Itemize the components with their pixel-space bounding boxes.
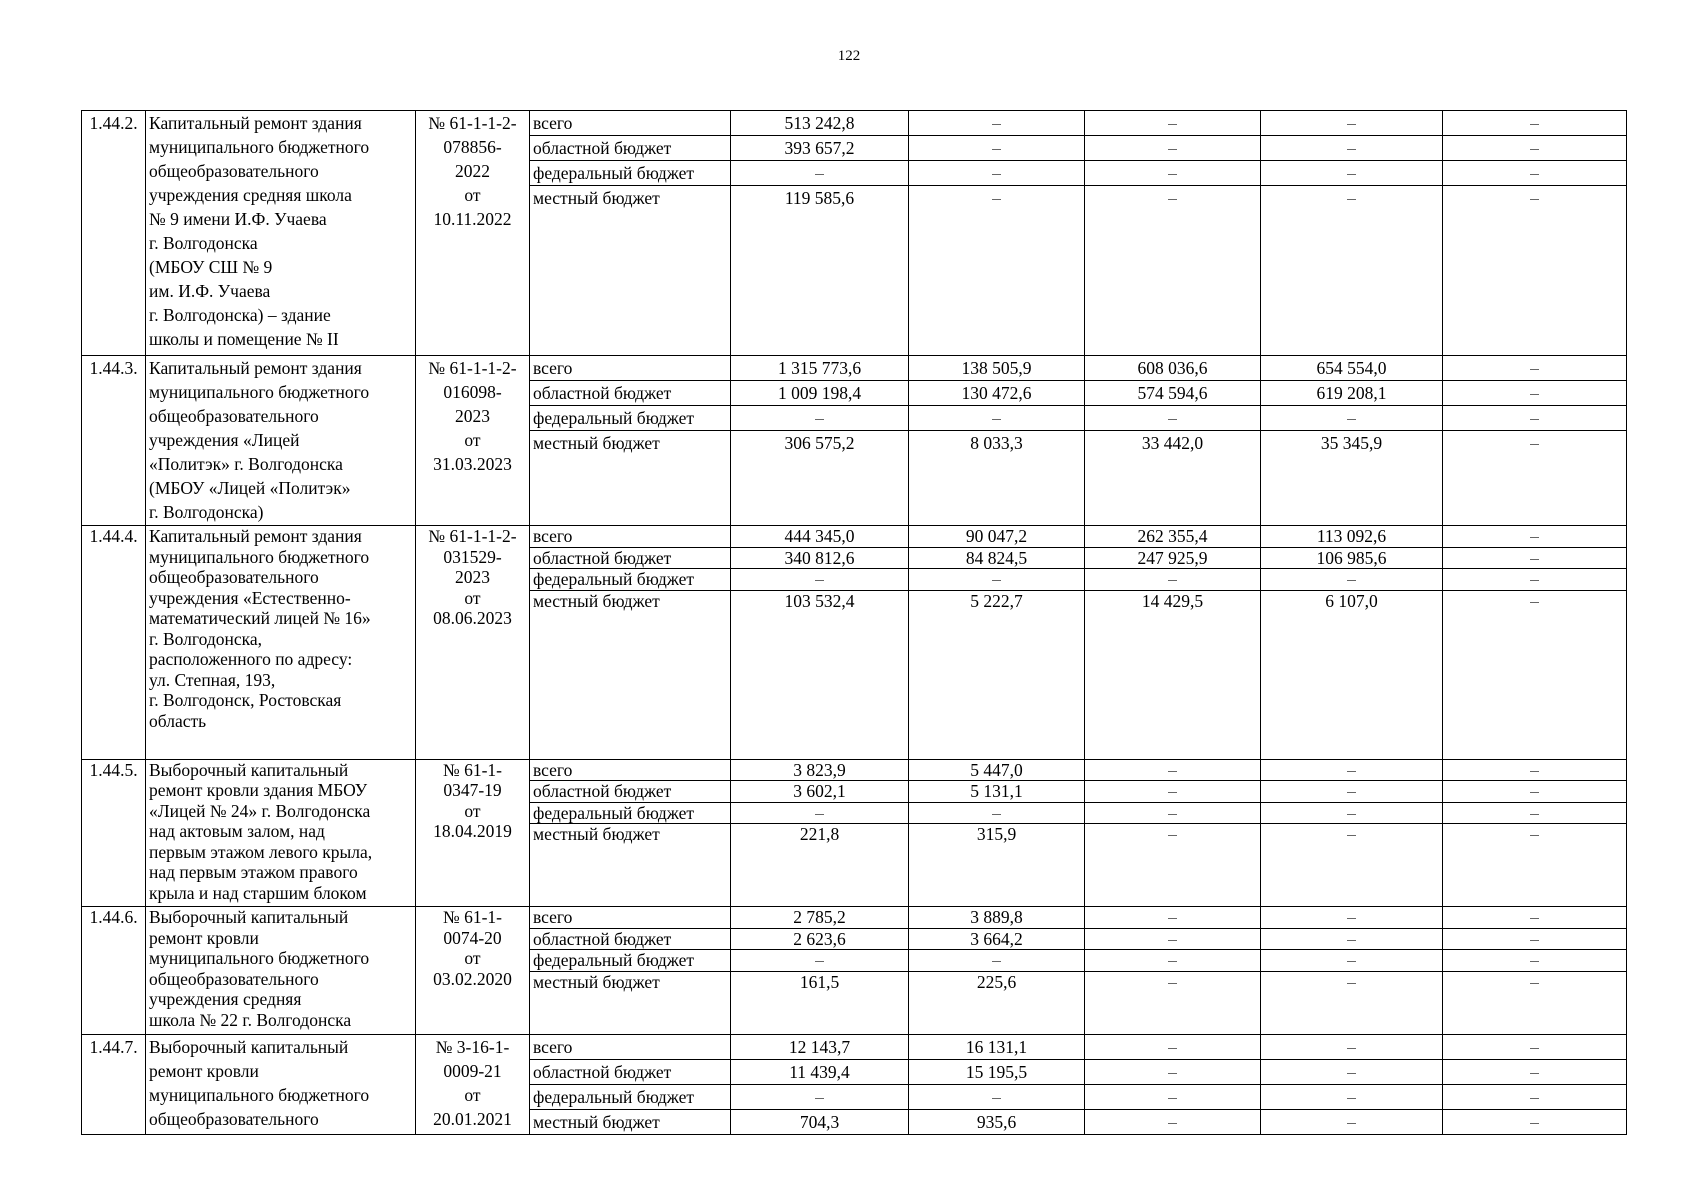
funding-value-5: – [1443, 111, 1627, 136]
funding-value-4: – [1261, 971, 1443, 1034]
description-line: школа № 22 г. Волгодонска [149, 1009, 352, 1030]
funding-value-5: – [1443, 406, 1627, 431]
funding-value-1: – [731, 950, 909, 972]
document-line: 2023 [455, 567, 490, 587]
funding-value-2: – [909, 950, 1085, 972]
funding-value-1: 1 009 198,4 [731, 381, 909, 406]
description-line: общеобразовательного [149, 1108, 319, 1129]
funding-value-5: – [1443, 547, 1627, 569]
funding-value-1: 3 823,9 [731, 759, 909, 781]
document-line: 03.02.2020 [433, 968, 512, 989]
funding-value-3: – [1085, 1109, 1261, 1134]
funding-value-5: – [1443, 781, 1627, 803]
funding-value-5: – [1443, 1059, 1627, 1084]
funding-value-1: 11 439,4 [731, 1059, 909, 1084]
funding-value-4: – [1261, 907, 1443, 929]
funding-value-5: – [1443, 526, 1627, 548]
page-number: 122 [837, 48, 861, 64]
description-line: над актовым залом, над [149, 821, 325, 841]
funding-value-1: 306 575,2 [731, 431, 909, 526]
document-line: от [464, 800, 481, 821]
description-line: Выборочный капитальный [149, 759, 349, 780]
funding-value-4: 619 208,1 [1261, 381, 1443, 406]
funding-value-4: – [1261, 802, 1443, 824]
document-line: от [464, 948, 481, 968]
funding-value-4: – [1261, 950, 1443, 972]
funding-value-2: – [909, 111, 1085, 136]
table-row [82, 526, 1627, 548]
funding-value-1: 12 143,7 [731, 1034, 909, 1059]
funding-source: областной бюджет [530, 1059, 731, 1084]
funding-value-5: – [1443, 186, 1627, 356]
funding-source: областной бюджет [530, 781, 731, 803]
description-line: им. И.Ф. Учаева [149, 281, 271, 301]
description-line: г. Волгодонска [149, 233, 258, 253]
funding-value-1: 513 242,8 [731, 111, 909, 136]
item-number: 1.44.6. [82, 907, 146, 1035]
description-line: муниципального бюджетного [149, 1084, 370, 1105]
funding-value-2: – [909, 161, 1085, 186]
funding-value-4: – [1261, 759, 1443, 781]
funding-value-3: 574 594,6 [1085, 381, 1261, 406]
funding-value-2: 935,6 [909, 1109, 1085, 1134]
funding-value-2: 225,6 [909, 971, 1085, 1034]
funding-value-4: – [1261, 1109, 1443, 1134]
funding-value-3: 608 036,6 [1085, 356, 1261, 381]
document-line: 2022 [455, 161, 490, 181]
table-row [82, 111, 1627, 136]
document-line: 20.01.2021 [433, 1108, 512, 1129]
document-line: 2023 [455, 406, 490, 426]
funding-value-2: 8 033,3 [909, 431, 1085, 526]
expertise-document [416, 1034, 530, 1134]
document-line: № 3-16-1- [435, 1036, 510, 1057]
description-line: область [149, 710, 207, 731]
funding-value-4: – [1261, 781, 1443, 803]
expertise-document [416, 526, 530, 760]
funding-value-3: – [1085, 1059, 1261, 1084]
document-line: 0347-19 [443, 780, 502, 800]
funding-value-5: – [1443, 590, 1627, 759]
expertise-document [416, 356, 530, 526]
document-line: 0074-20 [443, 927, 502, 948]
funding-value-4: – [1261, 928, 1443, 950]
description-line: Капитальный ремонт здания [149, 113, 362, 133]
document-line: 078856- [443, 137, 502, 157]
funding-value-3: – [1085, 569, 1261, 591]
description-line: общеобразовательного [149, 567, 319, 587]
description-line: (МБОУ «Лицей «Политэк» [149, 478, 351, 498]
document-line: 0009-21 [443, 1060, 502, 1081]
funding-value-4: 106 985,6 [1261, 547, 1443, 569]
funding-source: всего [530, 1034, 731, 1059]
funding-value-5: – [1443, 381, 1627, 406]
item-number: 1.44.2. [82, 111, 146, 356]
table-row [82, 907, 1627, 929]
funding-value-5: – [1443, 1034, 1627, 1059]
description-line: муниципального бюджетного [149, 546, 370, 567]
funding-source: местный бюджет [530, 824, 731, 907]
document-line: 08.06.2023 [433, 608, 512, 628]
funding-value-3: – [1085, 1084, 1261, 1109]
funding-value-2: 138 505,9 [909, 356, 1085, 381]
funding-value-4: – [1261, 1084, 1443, 1109]
description-line: Выборочный капитальный [149, 1036, 349, 1057]
funding-value-5: – [1443, 1109, 1627, 1134]
funding-value-1: – [731, 569, 909, 591]
description-line: ремонт кровли [149, 1060, 259, 1081]
description-line: г. Волгодонска) – здание [149, 305, 331, 325]
description-line: общеобразовательного [149, 161, 319, 181]
funding-value-3: – [1085, 136, 1261, 161]
funding-source: федеральный бюджет [530, 1084, 731, 1109]
description-line: первым этажом левого крыла, [149, 841, 373, 862]
description-line: над первым этажом правого [149, 862, 358, 882]
funding-source: областной бюджет [530, 136, 731, 161]
funding-value-5: – [1443, 802, 1627, 824]
funding-value-2: – [909, 406, 1085, 431]
description-line: Капитальный ремонт здания [149, 358, 362, 378]
funding-source: всего [530, 526, 731, 548]
description-line: «Политэк» г. Волгодонска [149, 454, 343, 474]
funding-value-1: 103 532,4 [731, 590, 909, 759]
funding-value-3: – [1085, 759, 1261, 781]
funding-source: областной бюджет [530, 381, 731, 406]
description-line: ремонт кровли [149, 927, 259, 948]
funding-value-5: – [1443, 950, 1627, 972]
funding-source: всего [530, 907, 731, 929]
document-line: от [464, 430, 481, 450]
table-row [82, 759, 1627, 781]
description-line: г. Волгодонск, Ростовская [149, 690, 342, 710]
funding-value-3: – [1085, 406, 1261, 431]
funding-source: областной бюджет [530, 547, 731, 569]
funding-value-1: 1 315 773,6 [731, 356, 909, 381]
table-row [82, 356, 1627, 381]
funding-value-3: – [1085, 111, 1261, 136]
description-line: учреждения средняя [149, 989, 302, 1009]
funding-value-2: – [909, 569, 1085, 591]
funding-value-5: – [1443, 824, 1627, 907]
funding-source: местный бюджет [530, 1109, 731, 1134]
funding-source: федеральный бюджет [530, 802, 731, 824]
funding-value-5: – [1443, 907, 1627, 929]
description-line: Выборочный капитальный [149, 907, 349, 927]
funding-value-3: 247 925,9 [1085, 547, 1261, 569]
funding-value-5: – [1443, 431, 1627, 526]
funding-value-1: 704,3 [731, 1109, 909, 1134]
funding-value-2: 5 131,1 [909, 781, 1085, 803]
item-number: 1.44.3. [82, 356, 146, 526]
funding-value-3: – [1085, 1034, 1261, 1059]
funding-value-5: – [1443, 971, 1627, 1034]
document-line: № 61-1-1-2- [428, 113, 517, 133]
funding-value-5: – [1443, 161, 1627, 186]
description-line: общеобразовательного [149, 406, 319, 426]
funding-value-4: – [1261, 136, 1443, 161]
document-line: 31.03.2023 [433, 454, 512, 474]
document-line: № 61-1-1-2- [428, 358, 517, 378]
funding-value-4: – [1261, 824, 1443, 907]
funding-value-2: 5 222,7 [909, 590, 1085, 759]
funding-source: федеральный бюджет [530, 569, 731, 591]
table-body [82, 111, 1627, 1135]
description-line: ремонт кровли здания МБОУ [149, 780, 368, 800]
funding-value-1: 444 345,0 [731, 526, 909, 548]
description-line: общеобразовательного [149, 968, 319, 989]
description-line: математический лицей № 16» [149, 608, 371, 628]
item-number: 1.44.5. [82, 759, 146, 907]
item-description [146, 356, 416, 526]
funding-value-5: – [1443, 569, 1627, 591]
funding-value-5: – [1443, 759, 1627, 781]
funding-value-2: 3 664,2 [909, 928, 1085, 950]
document-line: 18.04.2019 [433, 821, 512, 841]
description-line: расположенного по адресу: [149, 649, 353, 669]
description-line: «Лицей № 24» г. Волгодонска [149, 800, 371, 821]
funding-value-5: – [1443, 136, 1627, 161]
funding-value-1: 221,8 [731, 824, 909, 907]
funding-source: федеральный бюджет [530, 161, 731, 186]
document-line: № 61-1- [443, 759, 502, 780]
document-line: № 61-1-1-2- [428, 526, 517, 546]
funding-value-4: – [1261, 111, 1443, 136]
description-line: учреждения «Естественно- [149, 587, 351, 608]
description-line: Капитальный ремонт здания [149, 526, 362, 546]
funding-source: федеральный бюджет [530, 406, 731, 431]
expertise-document [416, 759, 530, 907]
funding-value-1: 393 657,2 [731, 136, 909, 161]
funding-value-3: – [1085, 907, 1261, 929]
funding-source: местный бюджет [530, 431, 731, 526]
expertise-document [416, 907, 530, 1035]
description-line: г. Волгодонска, [149, 628, 263, 649]
funding-value-2: 3 889,8 [909, 907, 1085, 929]
funding-value-2: 315,9 [909, 824, 1085, 907]
item-description [146, 907, 416, 1035]
funding-value-4: – [1261, 406, 1443, 431]
funding-value-3: – [1085, 802, 1261, 824]
funding-value-5: – [1443, 356, 1627, 381]
funding-source: всего [530, 759, 731, 781]
description-line: муниципального бюджетного [149, 948, 370, 968]
funding-value-3: – [1085, 781, 1261, 803]
funding-value-3: – [1085, 971, 1261, 1034]
document-line: от [464, 185, 481, 205]
funding-value-2: 16 131,1 [909, 1034, 1085, 1059]
item-description [146, 526, 416, 760]
funding-value-1: 119 585,6 [731, 186, 909, 356]
funding-value-4: – [1261, 1034, 1443, 1059]
document-line: от [464, 1084, 481, 1105]
description-line: муниципального бюджетного [149, 137, 370, 157]
description-line: г. Волгодонска) [149, 502, 264, 522]
funding-value-1: – [731, 161, 909, 186]
funding-value-3: – [1085, 186, 1261, 356]
description-line: учреждения «Лицей [149, 430, 300, 450]
funding-value-3: – [1085, 824, 1261, 907]
funding-value-2: 84 824,5 [909, 547, 1085, 569]
funding-source: местный бюджет [530, 590, 731, 759]
funding-value-3: – [1085, 950, 1261, 972]
description-line: (МБОУ СШ № 9 [149, 257, 273, 277]
funding-value-1: – [731, 406, 909, 431]
document-line: № 61-1- [443, 907, 502, 927]
document-line: от [464, 587, 481, 608]
expertise-document [416, 111, 530, 356]
item-number: 1.44.4. [82, 526, 146, 760]
funding-value-1: – [731, 802, 909, 824]
funding-value-3: – [1085, 161, 1261, 186]
funding-source: местный бюджет [530, 186, 731, 356]
funding-value-5: – [1443, 928, 1627, 950]
table-row [82, 1034, 1627, 1059]
funding-value-2: 15 195,5 [909, 1059, 1085, 1084]
item-description [146, 759, 416, 907]
funding-source: всего [530, 111, 731, 136]
funding-source: всего [530, 356, 731, 381]
document-line: 016098- [443, 382, 502, 402]
description-line: № 9 имени И.Ф. Учаева [149, 209, 327, 229]
funding-value-2: – [909, 1084, 1085, 1109]
item-description [146, 1034, 416, 1134]
funding-value-2: 130 472,6 [909, 381, 1085, 406]
item-number: 1.44.7. [82, 1034, 146, 1134]
funding-value-2: – [909, 186, 1085, 356]
funding-value-3: 262 355,4 [1085, 526, 1261, 548]
funding-value-4: – [1261, 161, 1443, 186]
funding-value-3: – [1085, 928, 1261, 950]
funding-value-1: 3 602,1 [731, 781, 909, 803]
funding-source: областной бюджет [530, 928, 731, 950]
description-line: ул. Степная, 193, [149, 669, 276, 690]
funding-value-1: 2 785,2 [731, 907, 909, 929]
funding-value-2: – [909, 136, 1085, 161]
budget-table [81, 110, 1627, 1135]
document-line: 10.11.2022 [433, 209, 512, 229]
funding-value-4: – [1261, 186, 1443, 356]
funding-value-4: 35 345,9 [1261, 431, 1443, 526]
funding-value-3: 33 442,0 [1085, 431, 1261, 526]
funding-value-3: 14 429,5 [1085, 590, 1261, 759]
funding-source: федеральный бюджет [530, 950, 731, 972]
funding-value-5: – [1443, 1084, 1627, 1109]
funding-value-1: – [731, 1084, 909, 1109]
funding-source: местный бюджет [530, 971, 731, 1034]
funding-value-2: 90 047,2 [909, 526, 1085, 548]
item-description [146, 111, 416, 356]
funding-value-4: – [1261, 1059, 1443, 1084]
document-line: 031529- [443, 546, 502, 567]
funding-value-4: 6 107,0 [1261, 590, 1443, 759]
description-line: муниципального бюджетного [149, 382, 370, 402]
description-line: школы и помещение № II [149, 329, 339, 349]
funding-value-2: 5 447,0 [909, 759, 1085, 781]
description-line: учреждения средняя школа [149, 185, 352, 205]
description-line: крыла и над старшим блоком [149, 882, 367, 903]
funding-value-1: 340 812,6 [731, 547, 909, 569]
funding-value-1: 161,5 [731, 971, 909, 1034]
funding-value-2: – [909, 802, 1085, 824]
funding-value-4: – [1261, 569, 1443, 591]
funding-value-4: 113 092,6 [1261, 526, 1443, 548]
funding-value-1: 2 623,6 [731, 928, 909, 950]
funding-value-4: 654 554,0 [1261, 356, 1443, 381]
